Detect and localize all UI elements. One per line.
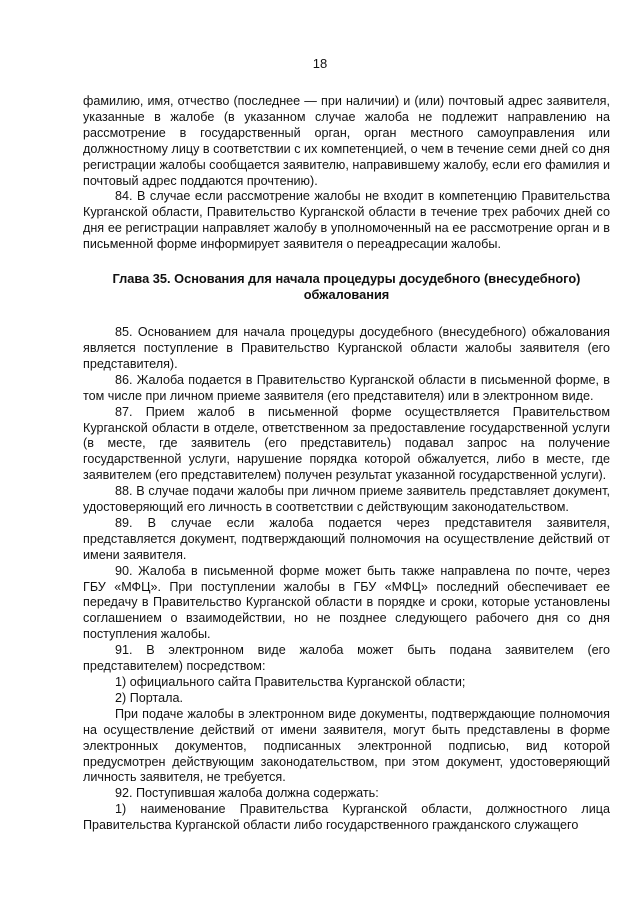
paragraph-84: 84. В случае если рассмотрение жалобы не входит в компетенцию Правительства Курганской области, Правительство Курганской области в течение трех рабочих дней со дня ее регистрации направляет жалобу в уполномоченный на ее рассмотрение орган и в письменной форме информирует заявителя о переадресации жалобы. <box>83 189 610 252</box>
paragraph-85: 85. Основанием для начала процедуры досудебного (внесудебного) обжалования является поступление в Правительство Курганской области жалобы заявителя (его представителя). <box>83 325 610 371</box>
paragraph-87: 87. Прием жалоб в письменной форме осуществляется Правительством Курганской области в отделе, ответственном за предоставление государственной услуги (в месте, где заявитель (его представитель) подавал запрос на получение государственной услуги, нарушение порядка которой обжалуется, либо в месте, где заявителем (его представителем) получен результат указанной государственной услуги). <box>83 404 610 483</box>
paragraph-91-item-2: 2) Портала. <box>115 690 183 705</box>
paragraph-91: 91. В электронном виде жалоба может быть подана заявителем (его представителем) посредством: <box>83 643 610 674</box>
chapter-heading <box>83 271 610 303</box>
paragraph-92: 92. Поступившая жалоба должна содержать: <box>115 786 379 801</box>
paragraph-86: 86. Жалоба подается в Правительство Курганской области в письменной форме, в том числе при личном приеме заявителя (его представителя) или в электронном виде. <box>83 372 610 403</box>
paragraph-88: 88. В случае подачи жалобы при личном приеме заявитель представляет документ, удостоверяющий его личность в соответствии с действующим законодательством. <box>83 484 610 515</box>
document-body <box>83 94 610 834</box>
paragraph-continuation: фамилию, имя, отчество (последнее — при наличии) и (или) почтовый адрес заявителя, указанные в жалобе (в указанном случае жалоба не подлежит направлению на рассмотрение в государственный орган, орган местного самоуправления или должностному лицу в соответствии с их компетенцией, о чем в течение семи дней со дня регистрации жалобы сообщается заявителю, направившему жалобу, если его фамилия и почтовый адрес поддаются прочтению). <box>83 94 610 188</box>
paragraph-91-item-1: 1) официального сайта Правительства Курганской области; <box>115 675 466 689</box>
page-number: 18 <box>312 56 328 71</box>
paragraph-92-item-1: 1) наименование Правительства Курганской области, должностного лица Правительства Курганской области либо государственного гражданского служащего <box>83 802 610 833</box>
chapter-heading-line-2: обжалования <box>303 287 390 303</box>
chapter-heading-line-1: Глава 35. Основания для начала процедуры досудебного (внесудебного) <box>112 271 581 287</box>
paragraph-90: 90. Жалоба в письменной форме может быть также направлена по почте, через ГБУ «МФЦ». При поступлении жалобы в ГБУ «МФЦ» последний обеспечивает ее передачу в Правительство Курганской области в порядке и сроки, которые установлены соглашением о взаимодействии, но не позднее следующего рабочего дня со дня поступления жалобы. <box>83 563 610 642</box>
paragraph-91-electronic-note: При подаче жалобы в электронном виде документы, подтверждающие полномочия на осуществление действий от имени заявителя, могут быть представлены в форме электронных документов, подписанных электронной подписью, вид которой предусмотрен действующим законодательством, при этом документ, удостоверяющий личность заявителя, не требуется. <box>83 706 610 785</box>
paragraph-89: 89. В случае если жалоба подается через представителя заявителя, представляется документ, подтверждающий полномочия на осуществление действий от имени заявителя. <box>83 515 610 562</box>
